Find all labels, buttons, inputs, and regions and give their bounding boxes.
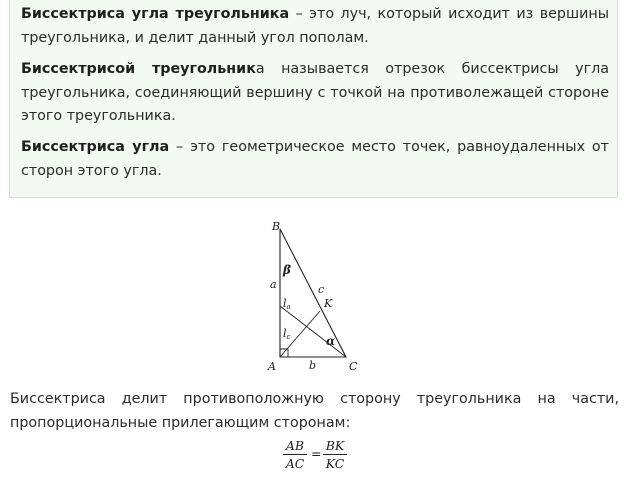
vertex-b-label: B [272,220,281,233]
bisector-property-statement: Биссектриса делит противоположную сторону треугольника на части, пропорциональные прилегающим сторонам: [10,391,619,431]
definition-text: – это луч, который исходит из вершины треугольника, и делит данный угол пополам. [21,6,610,46]
vertex-a-label: A [268,360,276,373]
point-k-label: K [324,297,333,310]
definition-angle-bisector-locus [21,136,609,183]
bisector-la-label: la [283,297,291,311]
definition-term: Биссектриса угла [21,139,170,155]
angle-beta-label: β [283,263,291,277]
fraction-denominator: KC [325,456,345,471]
equals-sign: = [311,446,322,461]
definition-angle-bisector-of-triangle [21,3,609,50]
fraction-denominator: AC [285,456,305,471]
definition-text: – это геометрическое место точек, равноудаленных от сторон этого угла. [21,139,609,179]
side-b-label: b [309,359,317,372]
bisector-lc [280,306,346,357]
vertex-c-label: C [349,360,358,373]
fraction-numerator: BK [325,438,345,453]
fraction-bar [283,454,307,455]
fraction-numerator: AB [285,438,305,453]
fraction-bar [323,454,347,455]
definition-term: Биссектриса угла треугольника [21,6,290,22]
angle-alpha-label: α [326,334,336,348]
bisector-lc-label: lc [283,327,291,341]
triangle-diagram [258,218,368,378]
side-c-label: c [318,283,325,296]
side-a-label: a [270,278,277,291]
definition-term: Биссектрисой треугольник [21,61,256,77]
proportion-formula [283,438,349,472]
definition-text: а называется отрезок биссектрисы угла треугольника, соединяющий вершину с точкой на противолежащей стороне этого треугольника. [21,61,609,124]
definition-bisector-segment [21,58,609,129]
triangle-figure [258,218,368,378]
